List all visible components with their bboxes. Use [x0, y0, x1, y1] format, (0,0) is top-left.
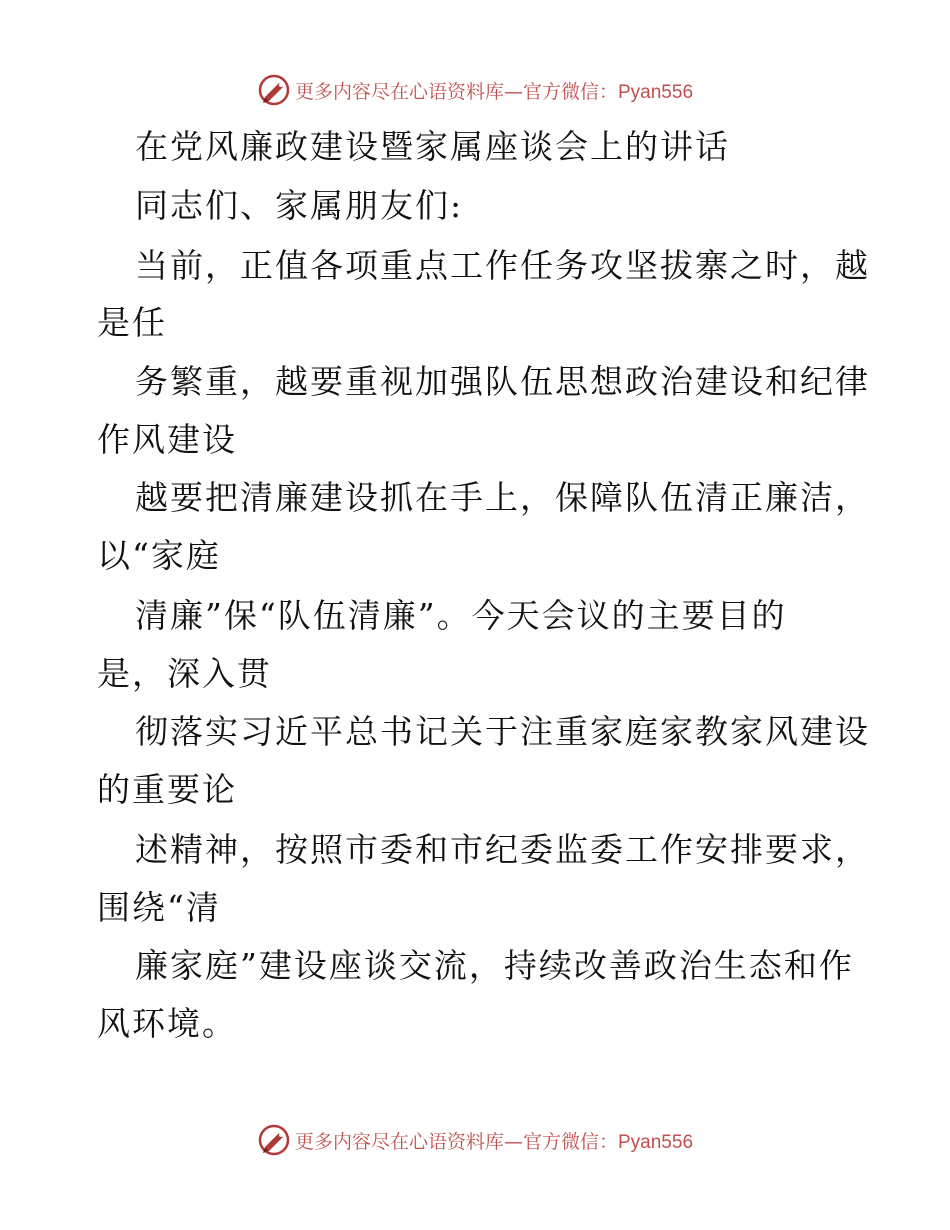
footer-watermark [0, 1120, 950, 1160]
paragraph-line: 述精神，按照市委和市纪委监委工作安排要求， [135, 830, 870, 869]
pen-logo-icon [257, 73, 291, 107]
pen-logo-icon [257, 1123, 291, 1157]
paragraph-line: 当前，正值各项重点工作任务攻坚拔寨之时，越 [135, 246, 870, 285]
salutation: 同志们、家属朋友们: [135, 186, 464, 225]
paragraph-line: 务繁重，越要重视加强队伍思想政治建设和纪律 [135, 362, 870, 401]
paragraph-line: 彻落实习近平总书记关于注重家庭家教家风建设 [135, 712, 870, 751]
header-watermark [0, 70, 950, 110]
paragraph-line: 是任 [97, 303, 167, 342]
watermark-text: 更多内容尽在心语资料库—官方微信：Pyan556 [294, 1130, 694, 1153]
document-title: 在党风廉政建设暨家属座谈会上的讲话 [135, 127, 730, 166]
watermark-text: 更多内容尽在心语资料库—官方微信：Pyan556 [294, 80, 694, 103]
watermark-handle: Pyan556 [618, 1131, 694, 1153]
paragraph-line: 作风建设 [97, 420, 237, 459]
paragraph-line: 的重要论 [97, 770, 237, 809]
paragraph-line: 以“家庭 [97, 536, 221, 575]
paragraph-line: 清廉”保“队伍清廉”。今天会议的主要目的 [135, 596, 787, 635]
paragraph-line: 是，深入贯 [97, 654, 272, 693]
paragraph-line: 越要把清廉建设抓在手上，保障队伍清正廉洁， [135, 478, 870, 517]
paragraph-line: 风环境。 [97, 1004, 237, 1043]
paragraph-line: 廉家庭”建设座谈交流，持续改善政治生态和作 [135, 946, 854, 985]
paragraph-line: 围绕“清 [97, 888, 221, 927]
watermark-handle: Pyan556 [618, 81, 694, 103]
